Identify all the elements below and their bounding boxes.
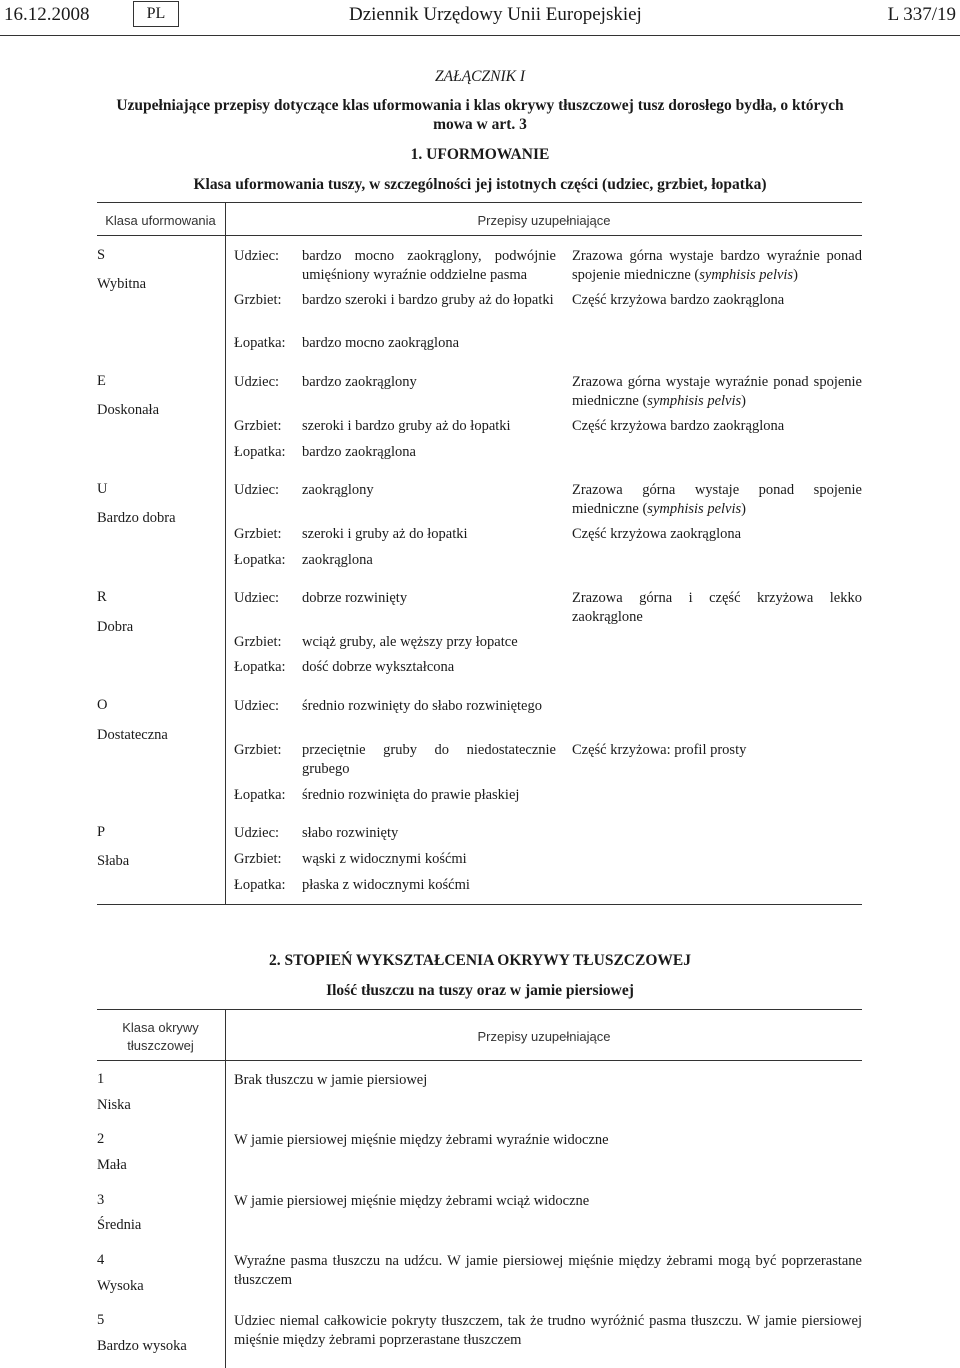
fat-class-name: Średnia	[97, 1217, 142, 1233]
udziec-label: Udziec:	[234, 825, 280, 841]
note-sacral: Część krzyżowa: profil prosty	[572, 742, 747, 758]
section1-subtitle: Klasa uformowania tuszy, w szczególności jej istotnych części (udziec, grzbiet, łopatka)	[193, 176, 767, 193]
note-sacral: Część krzyżowa bardzo zaokrąglona	[572, 292, 785, 308]
table-rule	[97, 1009, 862, 1010]
grzbiet-value: przeciętnie gruby do niedostatecznie grubego	[302, 742, 556, 777]
class-code: O	[97, 697, 108, 713]
lopatka-label: Łopatka:	[234, 877, 286, 893]
section2-title: 2. STOPIEŃ WYKSZTAŁCENIA OKRYWY TŁUSZCZOWEJ	[269, 952, 691, 969]
udziec-value: zaokrąglony	[302, 482, 374, 498]
note-rump: Zrazowa górna wystaje ponad spojenie miedniczne (symphisis pelvis)	[572, 482, 862, 517]
fat-class-description: W jamie piersiowej mięśnie między żebrami wciąż widoczne	[234, 1193, 590, 1209]
fat-class-code: 1	[97, 1071, 105, 1087]
udziec-label: Udziec:	[234, 248, 280, 264]
grzbiet-value: wąski z widocznymi kośćmi	[302, 851, 467, 867]
table-rule	[97, 202, 862, 203]
class-code: R	[97, 589, 107, 605]
page-reference: L 337/19	[887, 4, 956, 25]
col-header-rules: Przepisy uzupełniające	[477, 1029, 611, 1044]
grzbiet-value: szeroki i gruby aż do łopatki	[302, 526, 468, 542]
grzbiet-label: Grzbiet:	[234, 418, 282, 434]
lopatka-label: Łopatka:	[234, 659, 286, 675]
class-code: P	[97, 824, 106, 840]
grzbiet-label: Grzbiet:	[234, 851, 282, 867]
col-header-rules: Przepisy uzupełniające	[477, 213, 611, 228]
fat-class-code: 3	[97, 1192, 105, 1208]
grzbiet-label: Grzbiet:	[234, 526, 282, 542]
fat-class-code: 5	[97, 1312, 105, 1328]
lopatka-label: Łopatka:	[234, 335, 286, 351]
fat-class-description: Wyraźne pasma tłuszczu na udźcu. W jamie piersiowej mięśnie między żebrami mogą być poprzerastane tłuszczem	[234, 1253, 862, 1288]
header-rule	[0, 35, 960, 36]
grzbiet-label: Grzbiet:	[234, 292, 282, 308]
class-code: S	[97, 247, 106, 263]
fat-class-code: 4	[97, 1252, 105, 1268]
udziec-label: Udziec:	[234, 482, 280, 498]
lopatka-value: bardzo mocno zaokrąglona	[302, 335, 460, 351]
fat-class-name: Niska	[97, 1097, 131, 1113]
fat-class-description: Brak tłuszczu w jamie piersiowej	[234, 1072, 428, 1088]
grzbiet-label: Grzbiet:	[234, 742, 282, 758]
journal-title: Dziennik Urzędowy Unii Europejskiej	[349, 4, 642, 25]
udziec-label: Udziec:	[234, 590, 280, 606]
note-rump: Zrazowa górna wystaje bardzo wyraźnie ponad spojenie miedniczne (symphisis pelvis)	[572, 248, 862, 283]
lopatka-label: Łopatka:	[234, 552, 286, 568]
lopatka-label: Łopatka:	[234, 444, 286, 460]
fat-class-code: 2	[97, 1131, 105, 1147]
lopatka-value: płaska z widocznymi kośćmi	[302, 877, 470, 893]
udziec-value: średnio rozwinięty do słabo rozwiniętego	[302, 698, 542, 714]
udziec-label: Udziec:	[234, 374, 280, 390]
class-name: Słaba	[97, 853, 130, 869]
grzbiet-label: Grzbiet:	[234, 634, 282, 650]
column-divider	[225, 1009, 226, 1368]
annex-title: ZAŁĄCZNIK I	[434, 68, 525, 85]
note-rump: Zrazowa górna i część krzyżowa lekko zaokrąglone	[572, 590, 862, 625]
fat-class-name: Wysoka	[97, 1278, 144, 1294]
column-divider	[225, 202, 226, 904]
udziec-value: bardzo zaokrąglony	[302, 374, 417, 390]
col-header-class: Klasa okrywy tłuszczowej	[122, 1020, 199, 1053]
class-code: E	[97, 373, 106, 389]
class-name: Bardzo dobra	[97, 510, 176, 526]
udziec-value: dobrze rozwinięty	[302, 590, 408, 606]
section1-title: 1. UFORMOWANIE	[410, 146, 550, 163]
grzbiet-value: wciąż gruby, ale węższy przy łopatce	[302, 634, 518, 650]
grzbiet-value: bardzo szeroki i bardzo gruby aż do łopatki	[302, 292, 554, 308]
table-rule	[97, 1060, 862, 1061]
fat-class-name: Mała	[97, 1157, 127, 1173]
page-header	[0, 0, 960, 36]
udziec-value: bardzo mocno zaokrąglony, podwójnie umięśniony wyraźnie oddzielne pasma	[302, 248, 556, 283]
table-rule	[97, 235, 862, 236]
class-name: Dobra	[97, 619, 134, 635]
class-name: Doskonała	[97, 402, 160, 418]
grzbiet-value: szeroki i bardzo gruby aż do łopatki	[302, 418, 511, 434]
fat-class-name: Bardzo wysoka	[97, 1338, 187, 1354]
section2-subtitle: Ilość tłuszczu na tuszy oraz w jamie piersiowej	[326, 982, 634, 999]
lopatka-value: bardzo zaokrąglona	[302, 444, 416, 460]
class-name: Dostateczna	[97, 727, 168, 743]
class-code: U	[97, 481, 108, 497]
language-badge: PL	[133, 1, 179, 27]
table-rule	[97, 904, 862, 905]
note-sacral: Część krzyżowa bardzo zaokrąglona	[572, 418, 785, 434]
note-sacral: Część krzyżowa zaokrąglona	[572, 526, 742, 542]
lopatka-label: Łopatka:	[234, 787, 286, 803]
lopatka-value: dość dobrze wykształcona	[302, 659, 455, 675]
lopatka-value: średnio rozwinięta do prawie płaskiej	[302, 787, 520, 803]
udziec-label: Udziec:	[234, 698, 280, 714]
fat-class-description: W jamie piersiowej mięśnie między żebrami wyraźnie widoczne	[234, 1132, 609, 1148]
publication-date: 16.12.2008	[4, 4, 90, 25]
lopatka-value: zaokrąglona	[302, 552, 373, 568]
udziec-value: słabo rozwinięty	[302, 825, 399, 841]
annex-subtitle: Uzupełniające przepisy dotyczące klas uformowania i klas okrywy tłuszczowej tusz dorosłego bydła, o których mowa w art. 3	[116, 97, 844, 133]
col-header-class: Klasa uformowania	[105, 213, 216, 228]
note-rump: Zrazowa górna wystaje wyraźnie ponad spojenie miedniczne (symphisis pelvis)	[572, 374, 862, 409]
fat-class-description: Udziec niemal całkowicie pokryty tłuszczem, tak że trudno wyróżnić pasma tłuszczu. W jamie piersiowej mięśnie między żebrami poprzerastane tłuszczem	[234, 1313, 862, 1348]
class-name: Wybitna	[97, 276, 147, 292]
